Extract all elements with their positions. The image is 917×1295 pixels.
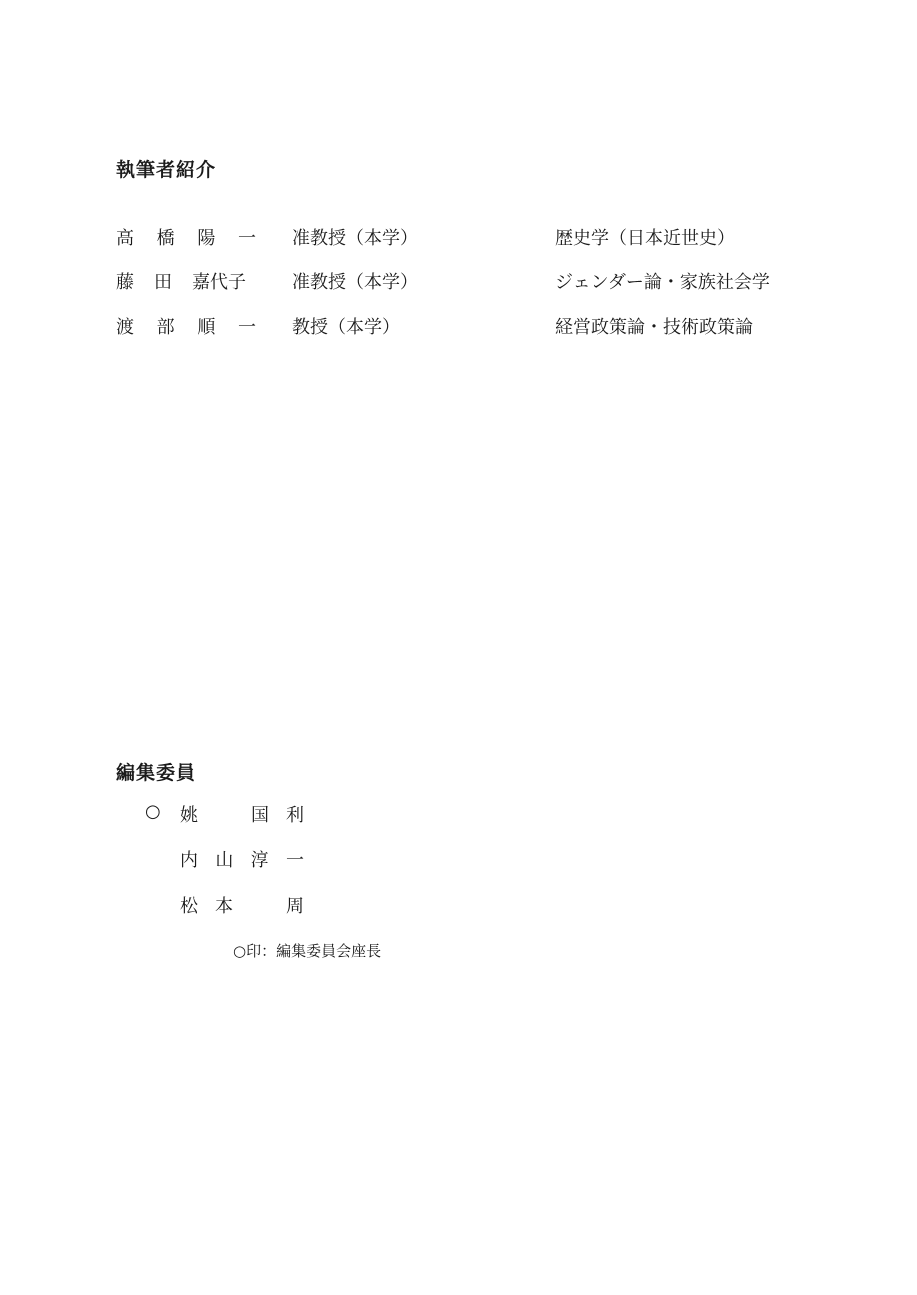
name-char: 順 bbox=[197, 317, 216, 338]
editor-name bbox=[180, 801, 304, 827]
name-char: 利 bbox=[286, 805, 304, 826]
author-position: 准教授（本学） bbox=[292, 272, 418, 293]
editor-row bbox=[0, 801, 304, 827]
name-char: 一 bbox=[237, 228, 256, 249]
author-field: ジェンダー論・家族社会学 bbox=[555, 272, 770, 293]
name-char: 橋 bbox=[156, 228, 175, 249]
author-name bbox=[116, 268, 256, 294]
author-field: 歴史学（日本近世史） bbox=[555, 228, 735, 249]
author-row bbox=[0, 313, 917, 339]
editor-row bbox=[0, 892, 304, 918]
name-char: 部 bbox=[156, 317, 175, 338]
name-char: 国 bbox=[251, 805, 269, 826]
authors-heading: 執筆者紹介 bbox=[116, 159, 217, 181]
chair-mark: ○ bbox=[145, 801, 161, 822]
name-char: 周 bbox=[286, 896, 304, 917]
name-group bbox=[251, 801, 304, 827]
name-char: 一 bbox=[237, 317, 256, 338]
name-char: 渡 bbox=[116, 317, 134, 338]
chair-note: ○印：編集委員会座長 bbox=[233, 942, 382, 960]
name-char: 嘉代子 bbox=[192, 272, 246, 293]
name-char: 一 bbox=[285, 850, 304, 871]
name-char: 淳 bbox=[250, 850, 269, 871]
name-char: 陽 bbox=[197, 228, 216, 249]
editor-row bbox=[0, 846, 304, 872]
name-group bbox=[180, 892, 233, 918]
author-name bbox=[116, 224, 256, 250]
name-char: 藤 bbox=[116, 272, 134, 293]
author-row bbox=[0, 268, 917, 294]
name-char: 高 bbox=[116, 228, 134, 249]
name-char: 松 bbox=[180, 896, 198, 917]
author-name bbox=[116, 313, 256, 339]
name-char: 本 bbox=[215, 896, 233, 917]
author-field: 経営政策論・技術政策論 bbox=[555, 317, 753, 338]
author-row bbox=[0, 224, 917, 250]
name-char: 山 bbox=[215, 850, 234, 871]
editor-name bbox=[180, 892, 304, 918]
author-position: 教授（本学） bbox=[292, 317, 400, 338]
editors-heading: 編集委員 bbox=[116, 762, 197, 784]
name-char: 田 bbox=[154, 272, 172, 293]
author-position: 准教授（本学） bbox=[292, 228, 418, 249]
name-char: 姚 bbox=[180, 805, 198, 826]
editor-name bbox=[180, 846, 304, 872]
name-char: 内 bbox=[180, 850, 198, 871]
